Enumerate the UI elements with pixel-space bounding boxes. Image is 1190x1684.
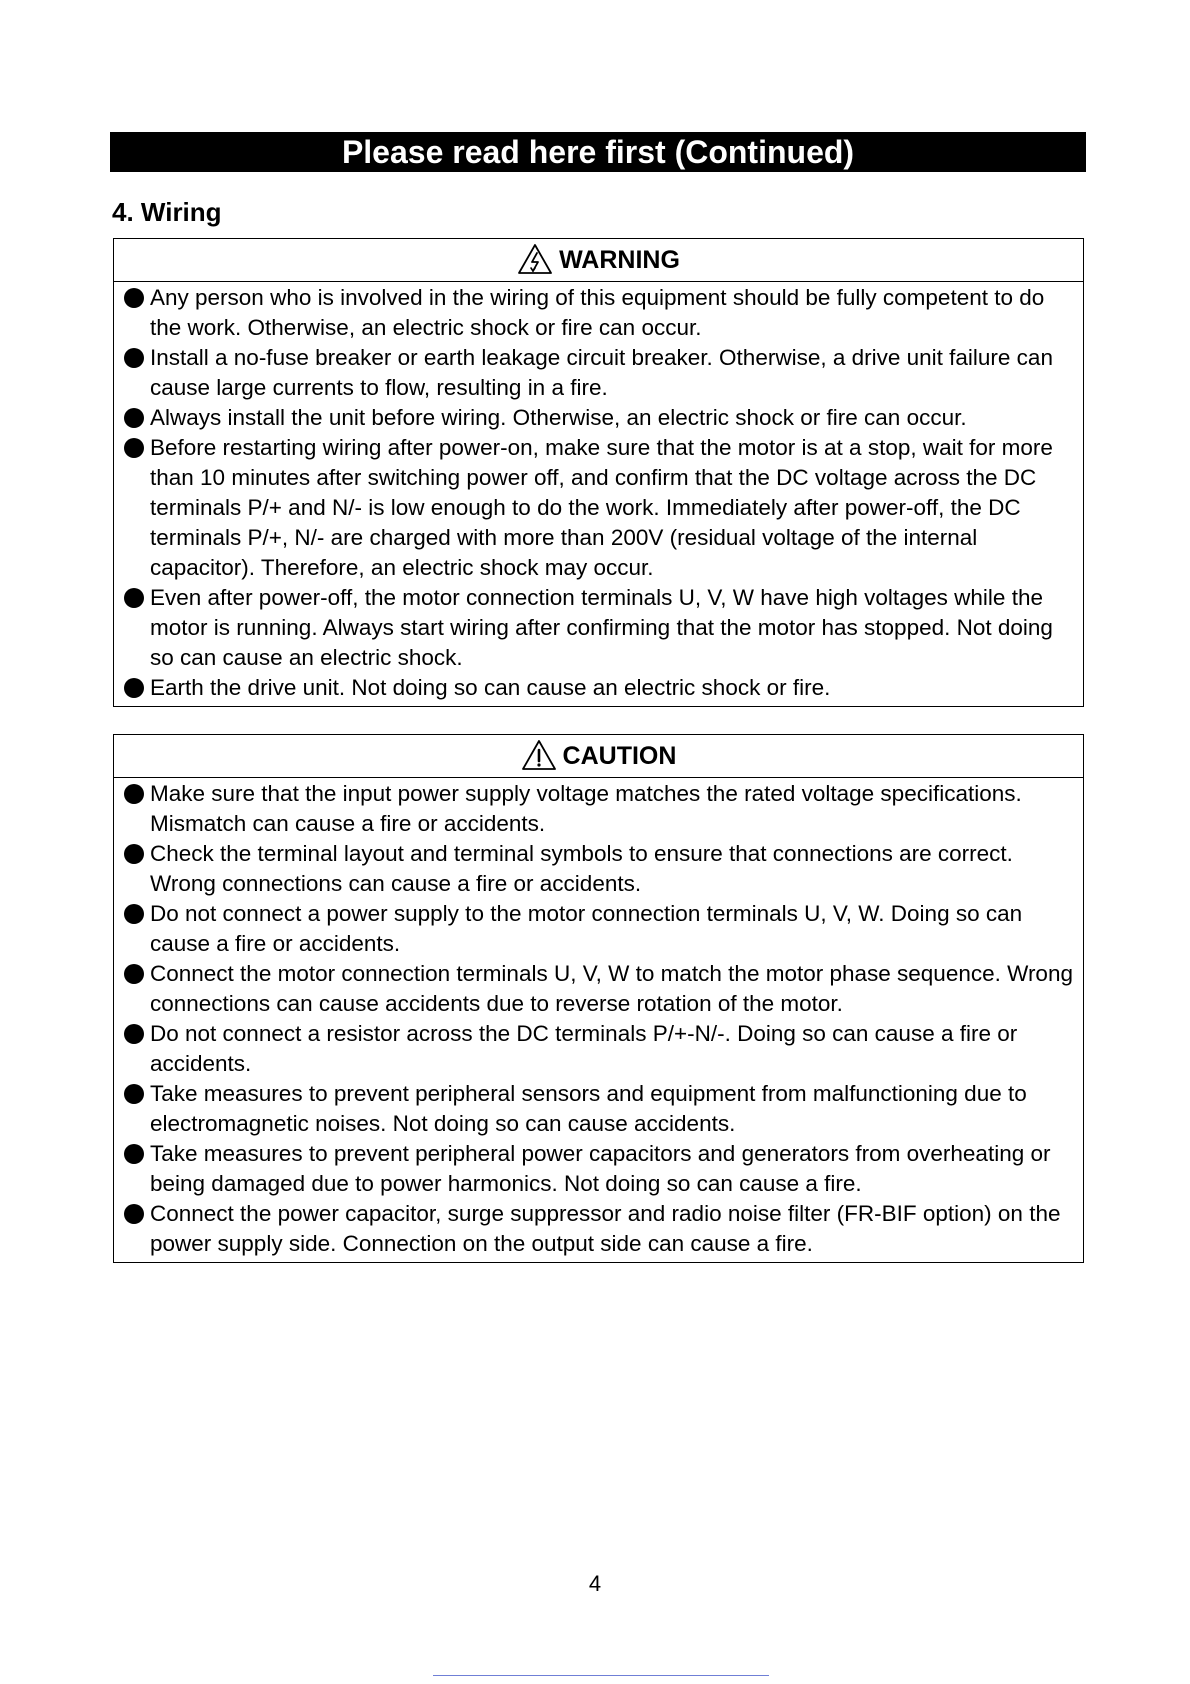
bullet-icon bbox=[124, 784, 144, 804]
warning-list bbox=[114, 282, 1083, 703]
list-item bbox=[114, 899, 1083, 959]
caution-label: CAUTION bbox=[562, 741, 677, 770]
caution-list bbox=[114, 778, 1083, 1259]
page-number: 4 bbox=[588, 1571, 602, 1596]
electric-shock-warning-icon bbox=[517, 243, 553, 275]
bullet-icon bbox=[124, 288, 144, 308]
bullet-icon bbox=[124, 964, 144, 984]
bullet-icon bbox=[124, 678, 144, 698]
list-item-text: Take measures to prevent peripheral power capacitors and generators from overheating or being damaged due to power harmonics. Not doing so can cause a fire. bbox=[150, 1141, 1051, 1196]
warning-header bbox=[114, 239, 1083, 282]
list-item-text: Connect the motor connection terminals U, V, W to match the motor phase sequence. Wrong connections can cause accidents due to reverse rotation of the motor. bbox=[150, 961, 1073, 1016]
list-item-text: Do not connect a power supply to the motor connection terminals U, V, W. Doing so can cause a fire or accidents. bbox=[150, 901, 1023, 956]
footer-link-underline[interactable] bbox=[433, 1675, 769, 1676]
warning-box bbox=[113, 238, 1084, 707]
bullet-icon bbox=[124, 904, 144, 924]
caution-box bbox=[113, 734, 1084, 1263]
list-item bbox=[114, 1019, 1083, 1079]
list-item-text: Do not connect a resistor across the DC terminals P/+-N/-. Doing so can cause a fire or accidents. bbox=[150, 1021, 1018, 1076]
list-item-text: Install a no-fuse breaker or earth leakage circuit breaker. Otherwise, a drive unit failure can cause large currents to flow, resulting in a fire. bbox=[150, 345, 1053, 400]
list-item bbox=[114, 283, 1083, 343]
list-item-text: Connect the power capacitor, surge suppressor and radio noise filter (FR-BIF option) on the power supply side. Connection on the output side can cause a fire. bbox=[150, 1201, 1061, 1256]
caution-header bbox=[114, 735, 1083, 778]
list-item bbox=[114, 779, 1083, 839]
list-item-text: Even after power-off, the motor connection terminals U, V, W have high voltages while the motor is running. Always start wiring after confirming that the motor has stopped. Not doing so can cause an electric shock. bbox=[150, 585, 1053, 670]
list-item bbox=[114, 433, 1083, 583]
bullet-icon bbox=[124, 1204, 144, 1224]
list-item bbox=[114, 1139, 1083, 1199]
bullet-icon bbox=[124, 844, 144, 864]
bullet-icon bbox=[124, 588, 144, 608]
list-item-text: Earth the drive unit. Not doing so can cause an electric shock or fire. bbox=[150, 675, 831, 700]
list-item bbox=[114, 583, 1083, 673]
bullet-icon bbox=[124, 1084, 144, 1104]
list-item-text: Check the terminal layout and terminal symbols to ensure that connections are correct. Wrong connections can cause a fire or accidents. bbox=[150, 841, 1013, 896]
warning-label: WARNING bbox=[559, 245, 680, 274]
caution-exclamation-icon bbox=[521, 739, 557, 771]
bullet-icon bbox=[124, 1024, 144, 1044]
bullet-icon bbox=[124, 438, 144, 458]
list-item bbox=[114, 1199, 1083, 1259]
section-heading: 4. Wiring bbox=[112, 197, 222, 227]
list-item-text: Before restarting wiring after power-on, make sure that the motor is at a stop, wait for more than 10 minutes after switching power off, and confirm that the DC voltage across the DC terminals P/+ and N/- is low enough to do the work. Immediately after power-off, the DC terminals P/+, N/- are charged with more than 200V (residual voltage of the internal capacitor). Therefore, an electric shock may occur. bbox=[150, 435, 1053, 580]
list-item bbox=[114, 1079, 1083, 1139]
list-item-text: Any person who is involved in the wiring of this equipment should be fully competent to do the work. Otherwise, an electric shock or fire can occur. bbox=[150, 285, 1045, 340]
list-item-text: Always install the unit before wiring. Otherwise, an electric shock or fire can occur. bbox=[150, 405, 967, 430]
list-item bbox=[114, 403, 1083, 433]
list-item bbox=[114, 959, 1083, 1019]
list-item-text: Make sure that the input power supply voltage matches the rated voltage specifications. Mismatch can cause a fire or accidents. bbox=[150, 781, 1022, 836]
list-item bbox=[114, 343, 1083, 403]
page-title: Please read here first (Continued) bbox=[110, 132, 1086, 172]
list-item bbox=[114, 673, 1083, 703]
bullet-icon bbox=[124, 1144, 144, 1164]
bullet-icon bbox=[124, 408, 144, 428]
bullet-icon bbox=[124, 348, 144, 368]
list-item bbox=[114, 839, 1083, 899]
list-item-text: Take measures to prevent peripheral sensors and equipment from malfunctioning due to electromagnetic noises. Not doing so can cause accidents. bbox=[150, 1081, 1027, 1136]
